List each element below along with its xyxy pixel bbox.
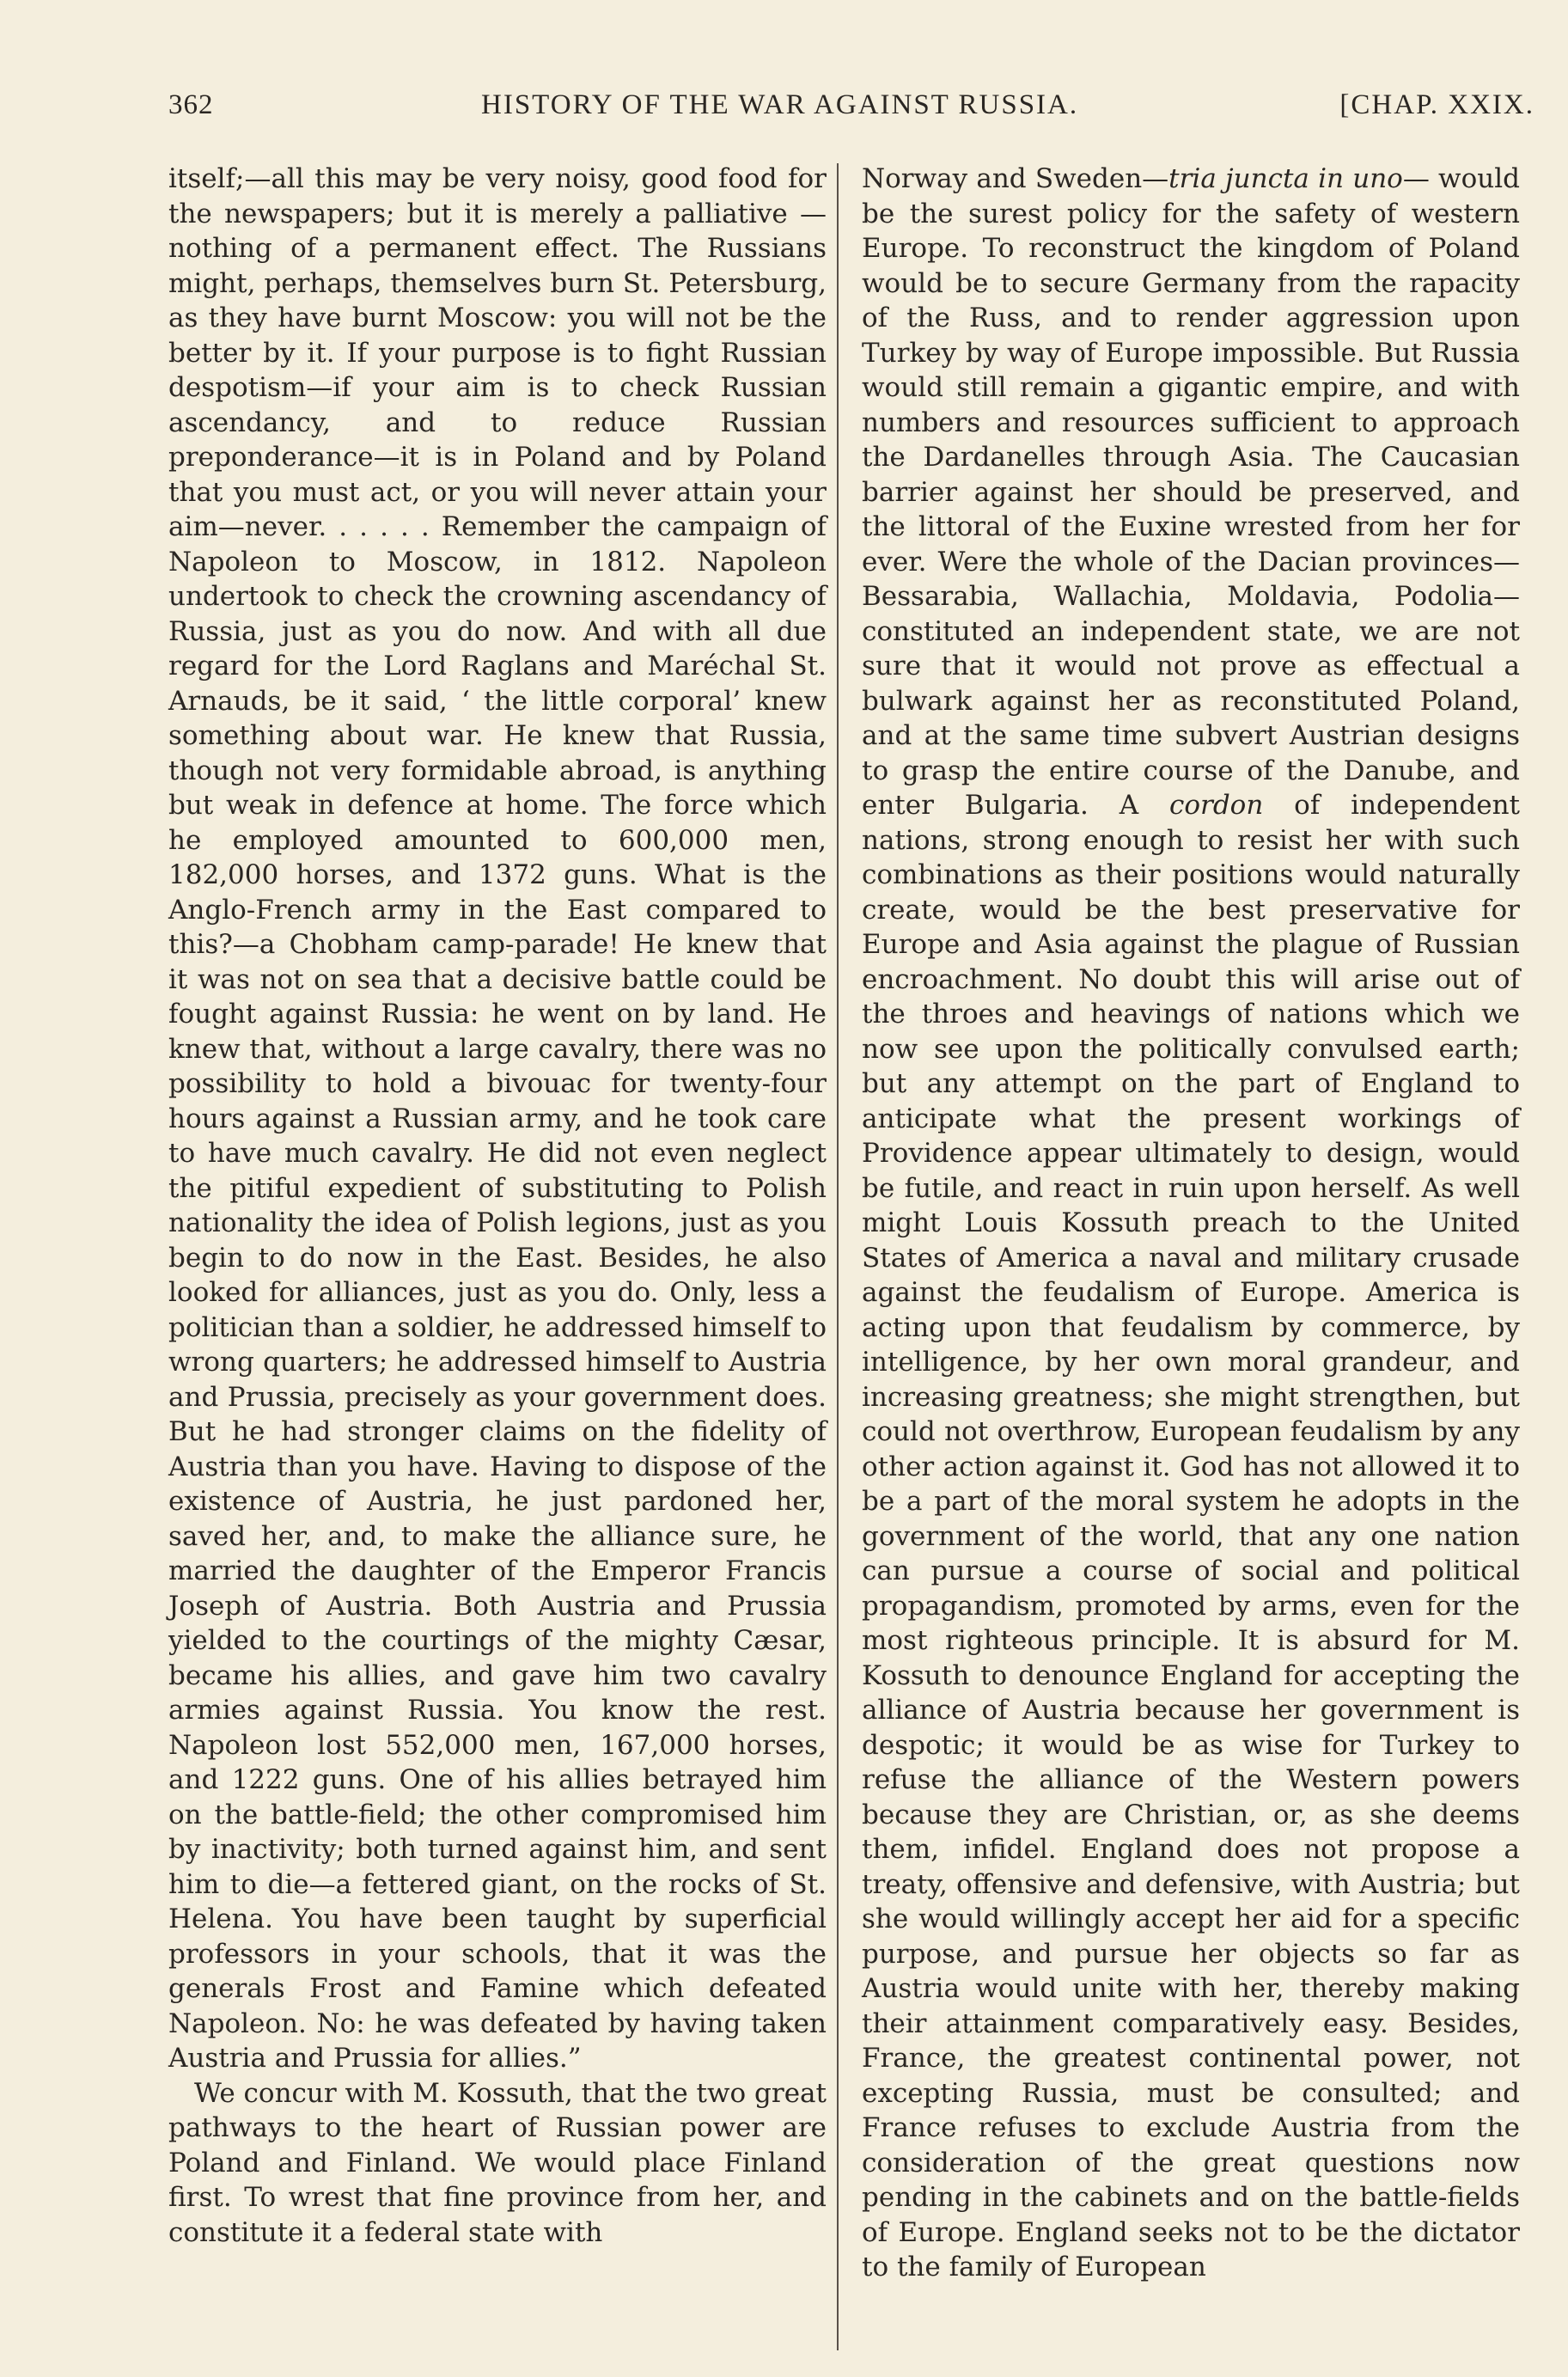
left-column: [168, 162, 827, 2250]
chapter-label: [CHAP. XXIX.: [1339, 89, 1534, 120]
column-divider: [837, 163, 839, 2350]
text-run: — would be the surest policy for the safety of western Europe. To reconstruct the kingdom of Poland would be to secure Germany from the rapacity of the Russ, and to render aggression upon Turkey by way of Europe impossible. But Russia would still remain a gigantic empire, and with numbers and resources sufficient to approach the Dardanelles through Asia. The Caucasian barrier against her should be preserved, and the littoral of the Euxine wrested from her for ever. Were the whole of the Dacian provinces—Bessarabia, Wallachia, Moldavia, Podolia—constituted an independent state, we are not sure that it would not prove as effectual a bulwark against her as reconstituted Poland, and at the same time subvert Austrian designs to grasp the entire course of the Danube, and enter Bulgaria. A: [862, 163, 1520, 821]
text-run: of independent nations, strong enough to resist her with such combinations as their positions would naturally create, would be the best preservative for Europe and Asia against the plague of Russian encroachment. No doubt this will arise out of the throes and heavings of nations which we now see upon the politically convulsed earth; but any attempt on the part of England to anticipate what the present workings of Providence appear ultimately to design, would be futile, and react in ruin upon herself. As well might Louis Kossuth preach to the United States of America a naval and military crusade against the feudalism of Europe. America is acting upon that feudalism by commerce, by intelligence, by her own moral grandeur, and increasing greatness; she might strengthen, but could not overthrow, European feudalism by any other action against it. God has not allowed it to be a part of the moral system he adopts in the government of the world, that any one nation can pursue a course of social and political propagandism, promoted by arms, even for the most righteous principle. It is absurd for M. Kossuth to denounce England for accepting the alliance of Austria because her government is despotic; it would be as wise for Turkey to refuse the alliance of the Western powers because they are Christian, or, as she deems them, infidel. England does not propose a treaty, offensive and defensive, with Austria; but she would willingly accept her aid for a specific purpose, and pursue her objects so far as Austria would unite with her, thereby making their attainment comparatively easy. Besides, France, the greatest continental power, not excepting Russia, must be consulted; and France refuses to exclude Austria from the consideration of the great questions now pending in the cabinets and on the battle-fields of Europe. England seeks not to be the dictator to the family of European: [862, 790, 1520, 2282]
running-header: [168, 89, 1534, 137]
text-run: Norway and Sweden—: [862, 163, 1169, 194]
cordon-term: cordon: [1168, 790, 1264, 821]
latin-phrase: tria juncta in uno: [1168, 163, 1403, 194]
right-column: [862, 162, 1520, 2285]
right-paragraph: [862, 162, 1520, 2285]
left-paragraph-concur: We concur with M. Kossuth, that the two great pathways to the heart of Russian power are Poland and Finland. We would place Finland first. To wrest that fine province from her, and constitute it a federal state with: [168, 2077, 827, 2248]
left-paragraph-quote: itself;—all this may be very noisy, good food for the newspapers; but it is merely a palliative — nothing of a permanent effect. The Russians might, perhaps, themselves burn St. Petersburg, as they have burnt Moscow: you will not be the better by it. If your purpose is to fight Russian despotism—if your aim is to check Russian ascendancy, and to reduce Russian preponderance—it is in Poland and by Poland that you must act, or you will never attain your aim—never. . . . . . Remember the campaign of Napoleon to Moscow, in 1812. Napoleon undertook to check the crowning ascendancy of Russia, just as you do now. And with all due regard for the Lord Raglans and Maréchal St. Arnauds, be it said, ‘ the little corporal’ knew something about war. He knew that Russia, though not very formidable abroad, is anything but weak in defence at home. The force which he employed amounted to 600,000 men, 182,000 horses, and 1372 guns. What is the Anglo-French army in the East compared to this?—a Chobham camp-parade! He knew that it was not on sea that a decisive battle could be fought against Russia: he went on by land. He knew that, without a large cavalry, there was no possibility to hold a bivouac for twenty-four hours against a Russian army, and he took care to have much cavalry. He did not even neglect the pitiful expedient of substituting to Polish nationality the idea of Polish legions, just as you begin to do now in the East. Besides, he also looked for alliances, just as you do. Only, less a politician than a soldier, he addressed himself to wrong quarters; he addressed himself to Austria and Prussia, precisely as your government does. But he had stronger claims on the fidelity of Austria than you have. Having to dispose of the existence of Austria, he just pardoned her, saved her, and, to make the alliance sure, he married the daughter of the Emperor Francis Joseph of Austria. Both Austria and Prussia yielded to the courtings of the mighty Cæsar, became his allies, and gave him two cavalry armies against Russia. You know the rest. Napoleon lost 552,000 men, 167,000 horses, and 1222 guns. One of his allies betrayed him on the battle-field; the other compromised him by inactivity; both turned against him, and sent him to die—a fettered giant, on the rocks of St. Helena. You have been taught by superficial professors in your schools, that it was the generals Frost and Famine which defeated Napoleon. No: he was defeated by having taken Austria and Prussia for allies.”: [168, 163, 827, 2074]
page-number: 362: [168, 89, 214, 120]
running-title: HISTORY OF THE WAR AGAINST RUSSIA.: [481, 89, 1079, 120]
